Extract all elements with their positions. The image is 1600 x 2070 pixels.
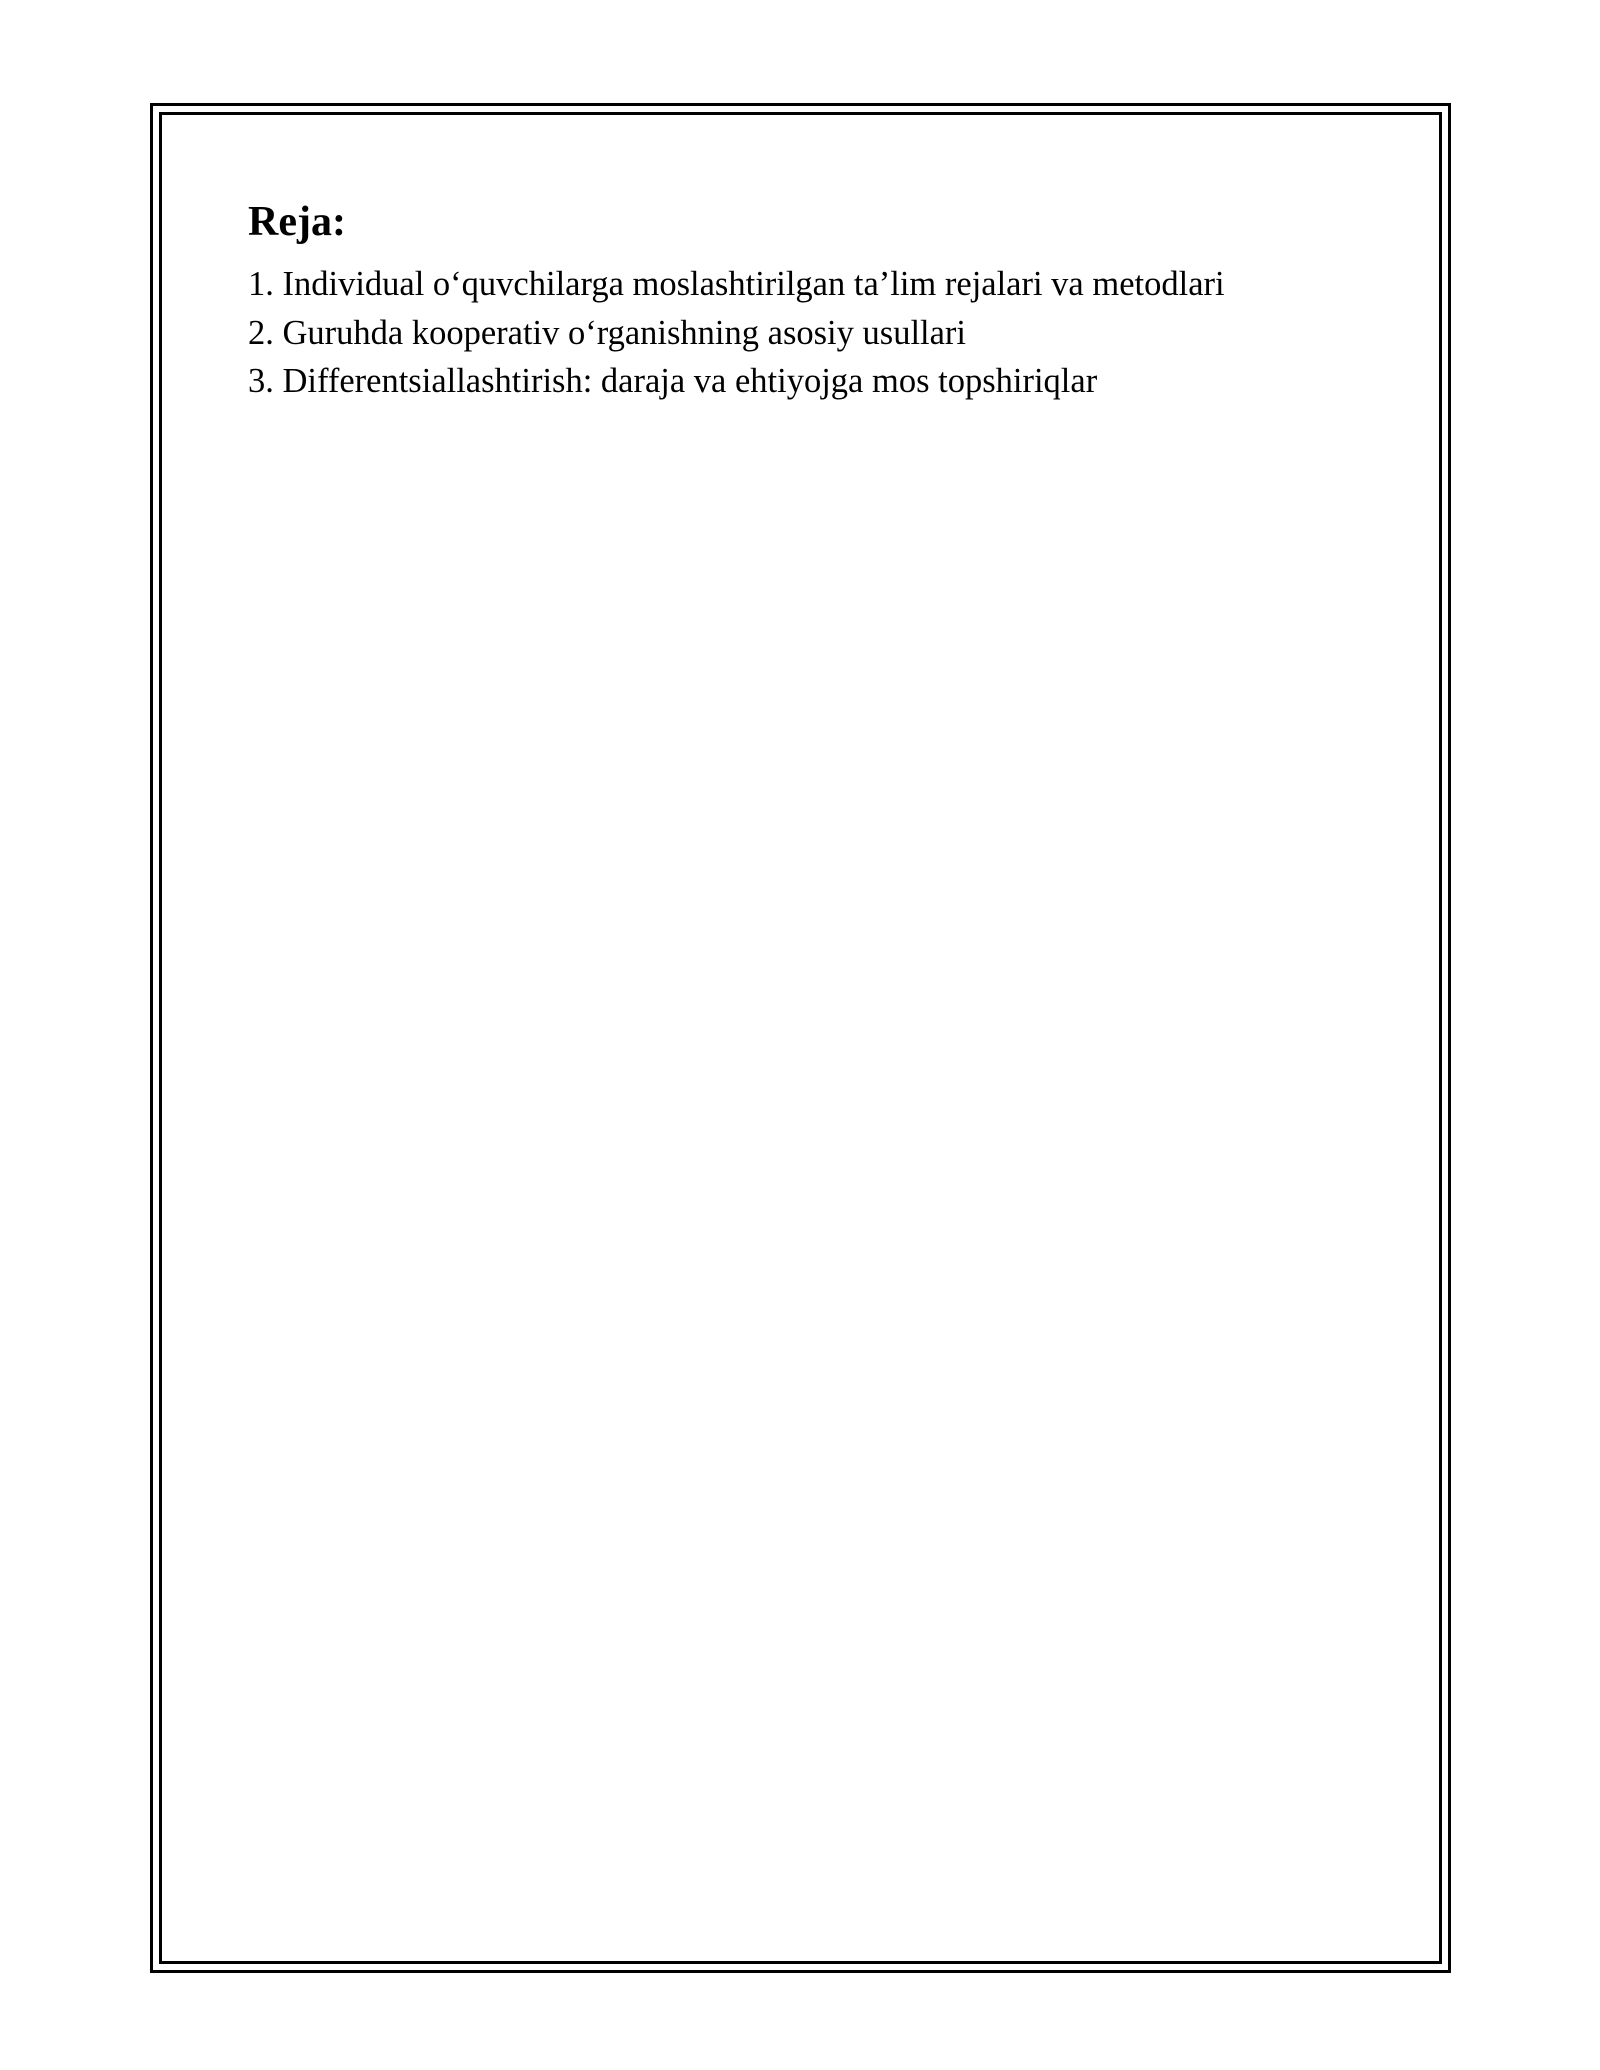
plan-item-1: 1. Individual o‘quvchilarga moslashtirilgan ta’lim rejalari va metodlari bbox=[248, 265, 1225, 303]
plan-list bbox=[248, 260, 1225, 406]
plan-item-3: 3. Differentsiallashtirish: daraja va ehtiyojga mos topshiriqlar bbox=[248, 362, 1098, 400]
page-border-frame bbox=[150, 103, 1451, 1973]
page-border-inner-frame bbox=[159, 112, 1442, 1964]
document-content bbox=[248, 198, 1225, 406]
plan-item-2: 2. Guruhda kooperativ o‘rganishning asosiy usullari bbox=[248, 313, 966, 352]
plan-heading: Reja: bbox=[248, 199, 346, 245]
